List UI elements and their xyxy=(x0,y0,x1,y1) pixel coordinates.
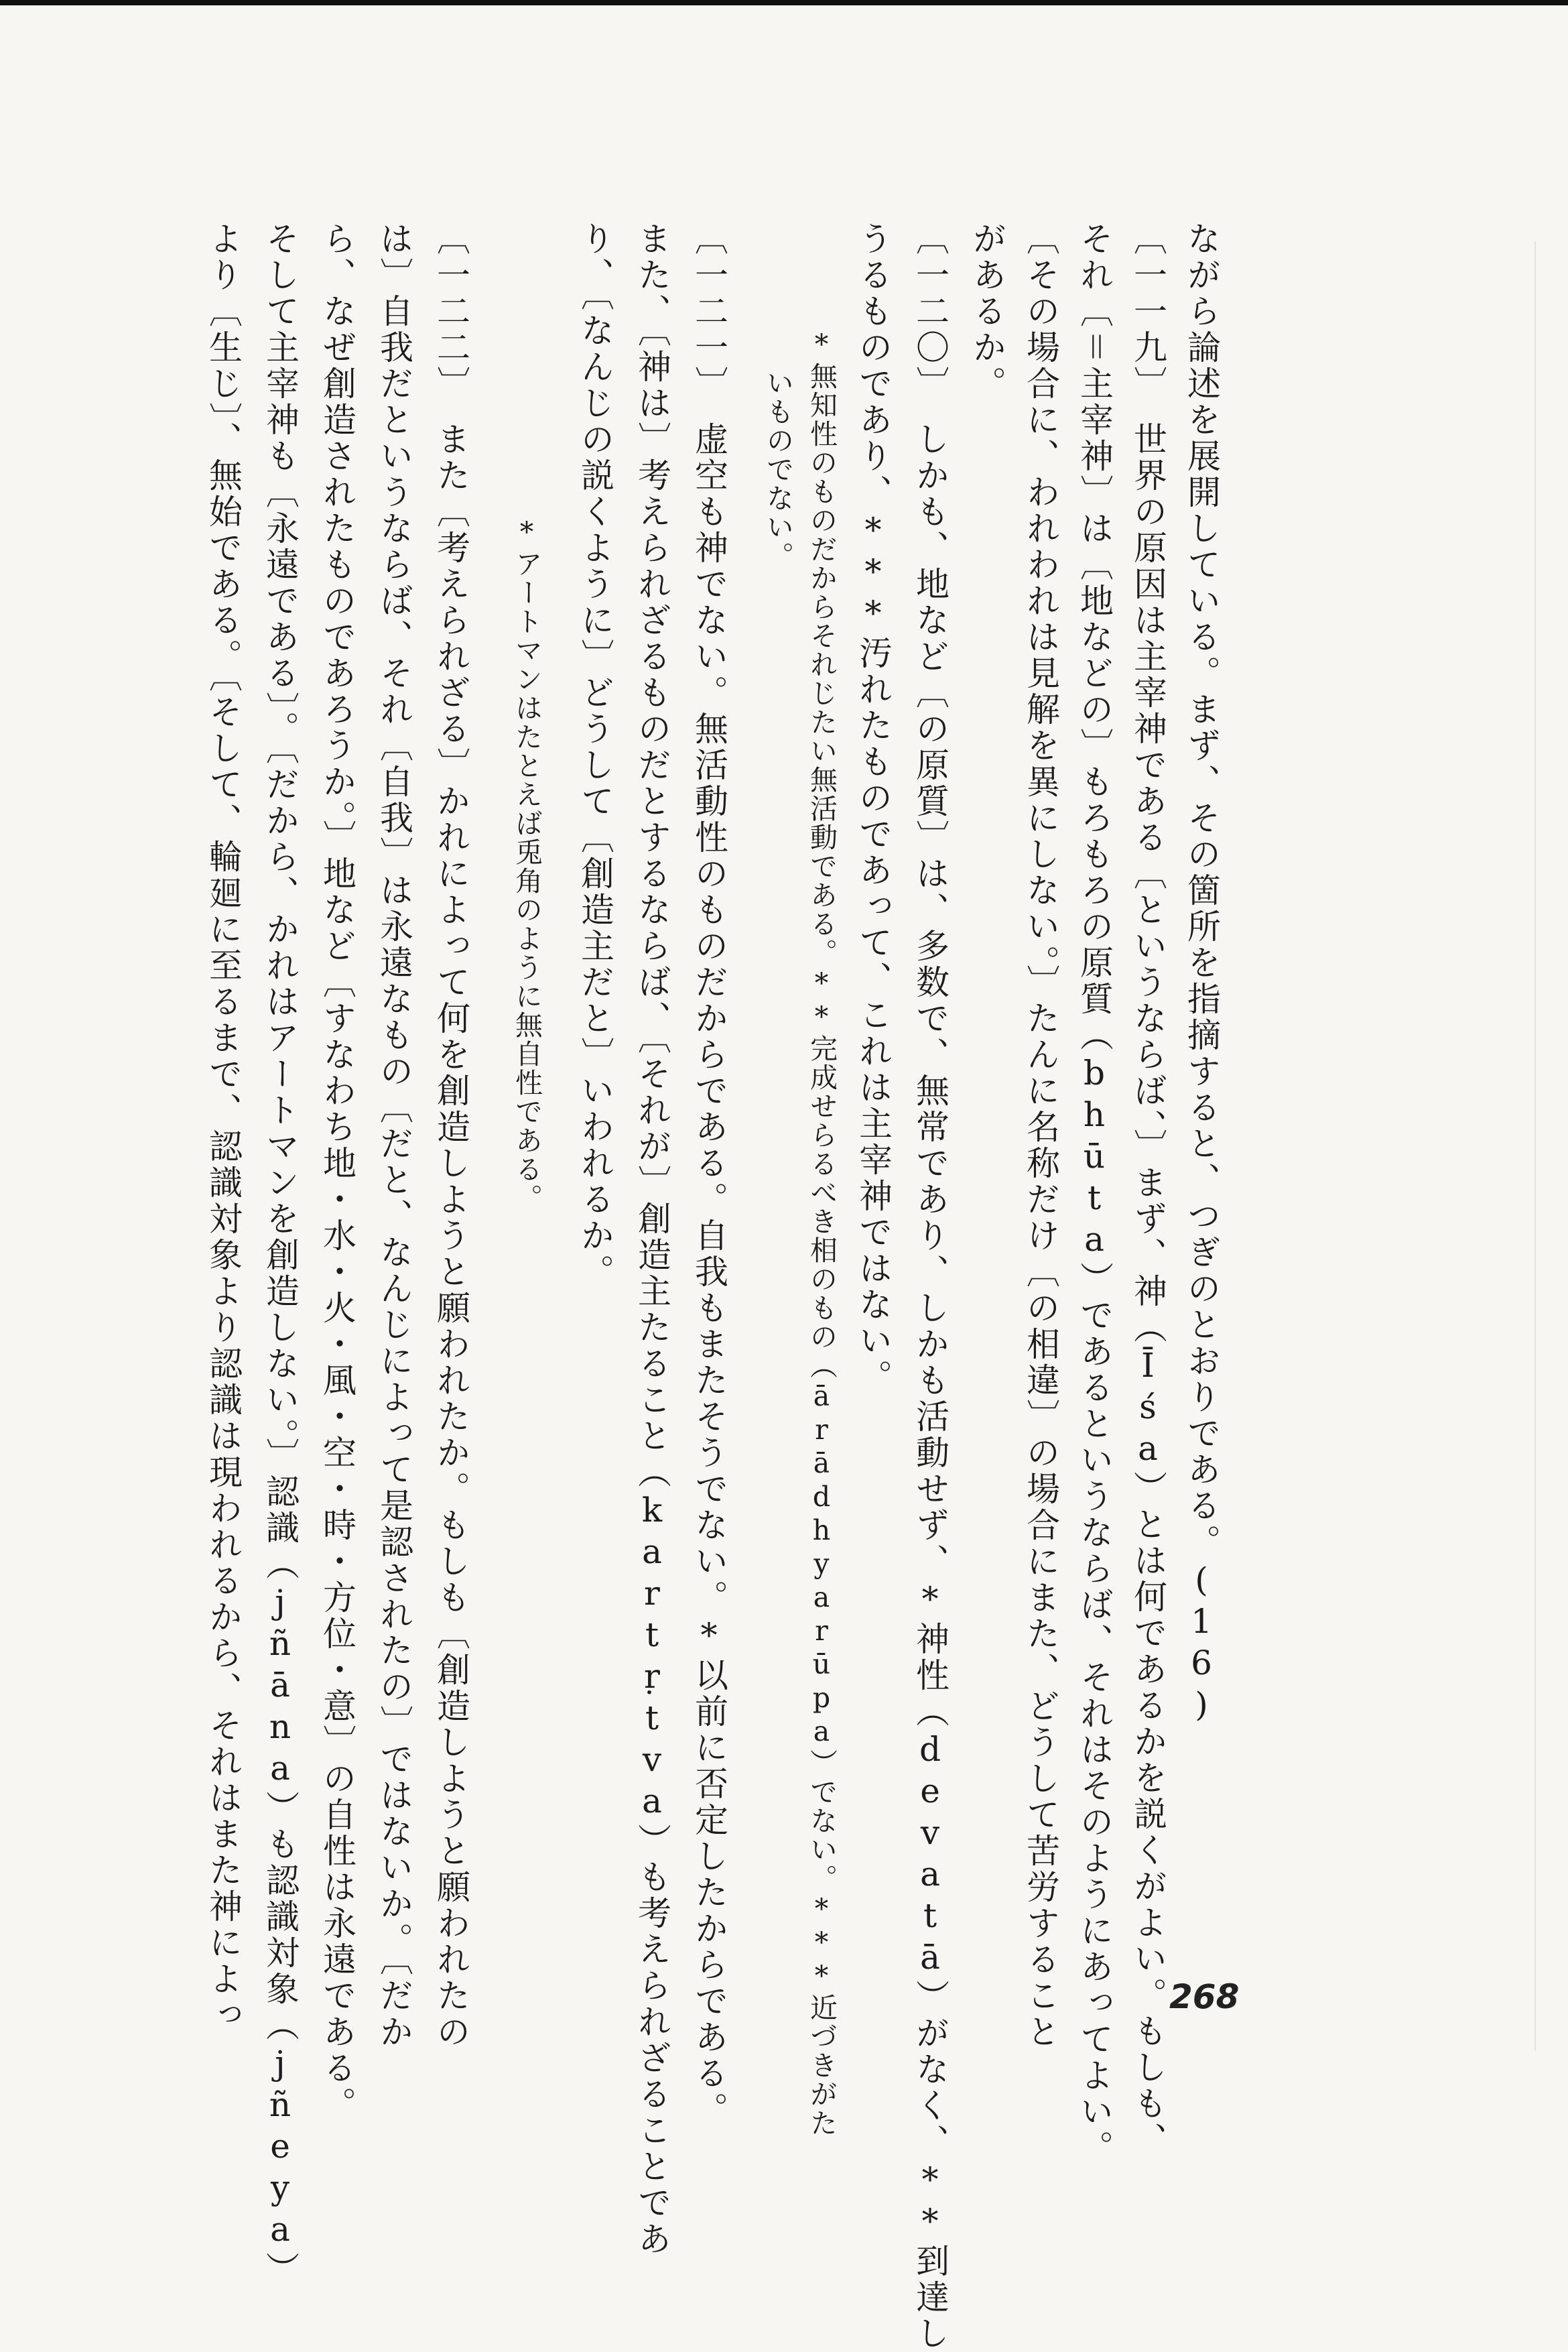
text-line-5: があるか。 xyxy=(968,221,1006,402)
text-line-14: そして主宰神も〔永遠である〕。〔だから、かれはアートマンを創造しない。〕認識（jñāna）も認識対象（jñeya） xyxy=(261,221,300,2288)
text-line-6: 〔一二〇〕 しかも、地など〔の原質〕は、多数で、無常であり、しかも活動せず、*神性（devatā）がなく、**到達し xyxy=(911,221,950,2352)
text-line-1: ながら論述を展開している。まず、その箇所を指摘すると、つぎのとおりである。(16) xyxy=(1182,221,1221,1727)
top-border xyxy=(0,0,1568,5)
text-line-7: うるものであり、***汚れたものであって、これは主宰神ではない。 xyxy=(854,221,893,1396)
footnote-line-3: *アートマンはたとえば兎角のように無自性である。 xyxy=(511,516,543,1213)
text-line-2: 〔一一九〕 世界の原因は主宰神である〔というならば、〕まず、神（Īśa）とは何であるかを説くがよい。もしも、 xyxy=(1128,221,1167,2158)
text-line-9: また、〔神は〕考えられざるものだとするならば、〔それが〕創造主たること（kartṛtva）も考えられざることであ xyxy=(633,221,671,2257)
text-line-8: 〔一二一〕 虚空も神でない。無活動性のものだからである。自我もまたそうでない。*以前に否定したからである。 xyxy=(690,221,728,2128)
text-line-3: それ〔＝主宰神〕は〔地などの〕もろもろの原質（bhūta）であるというならば、それはそのようにあってよい。 xyxy=(1075,221,1114,2166)
text-line-15: より〔生じ〕、無始である。〔そして、輪廻に至るまで、認識対象より認識は現われるから、それはまた神によっ xyxy=(204,221,243,2034)
page-number: 268 xyxy=(1169,1977,1240,2016)
text-line-11: 〔一二二〕 また〔考えられざる〕かれによって何を創造しようと願われたか。もしも〔創造しようと願われたの xyxy=(432,221,470,2050)
footnote-line-2: いものでない。 xyxy=(762,369,794,570)
text-line-4: 〔その場合に、われわれは見解を異にしない。〕たんに名称だけ〔の相違〕の場合にまた、どうして苦労すること xyxy=(1021,221,1060,2050)
text-line-13: ら、なぜ創造されたものであろうか。〕地など〔すなわち地・水・火・風・空・時・方位・意〕の自性は永遠である。 xyxy=(318,221,356,2123)
page-edge-shadow xyxy=(1534,241,1536,2051)
text-line-12: は〕自我だというならば、それ〔自我〕は永遠なもの〔だと、なんじによって是認されたの〕ではないか。〔だか xyxy=(375,221,413,2050)
footnote-line-1: *無知性のものだからそれじたい無活動である。**完成せらるべき相のもの（ārādhyarūpa）でない。***近づきがた xyxy=(805,328,838,2138)
text-line-10: り、〔なんじの説くように〕どうして〔創造主だと〕いわれるか。 xyxy=(576,221,614,1290)
